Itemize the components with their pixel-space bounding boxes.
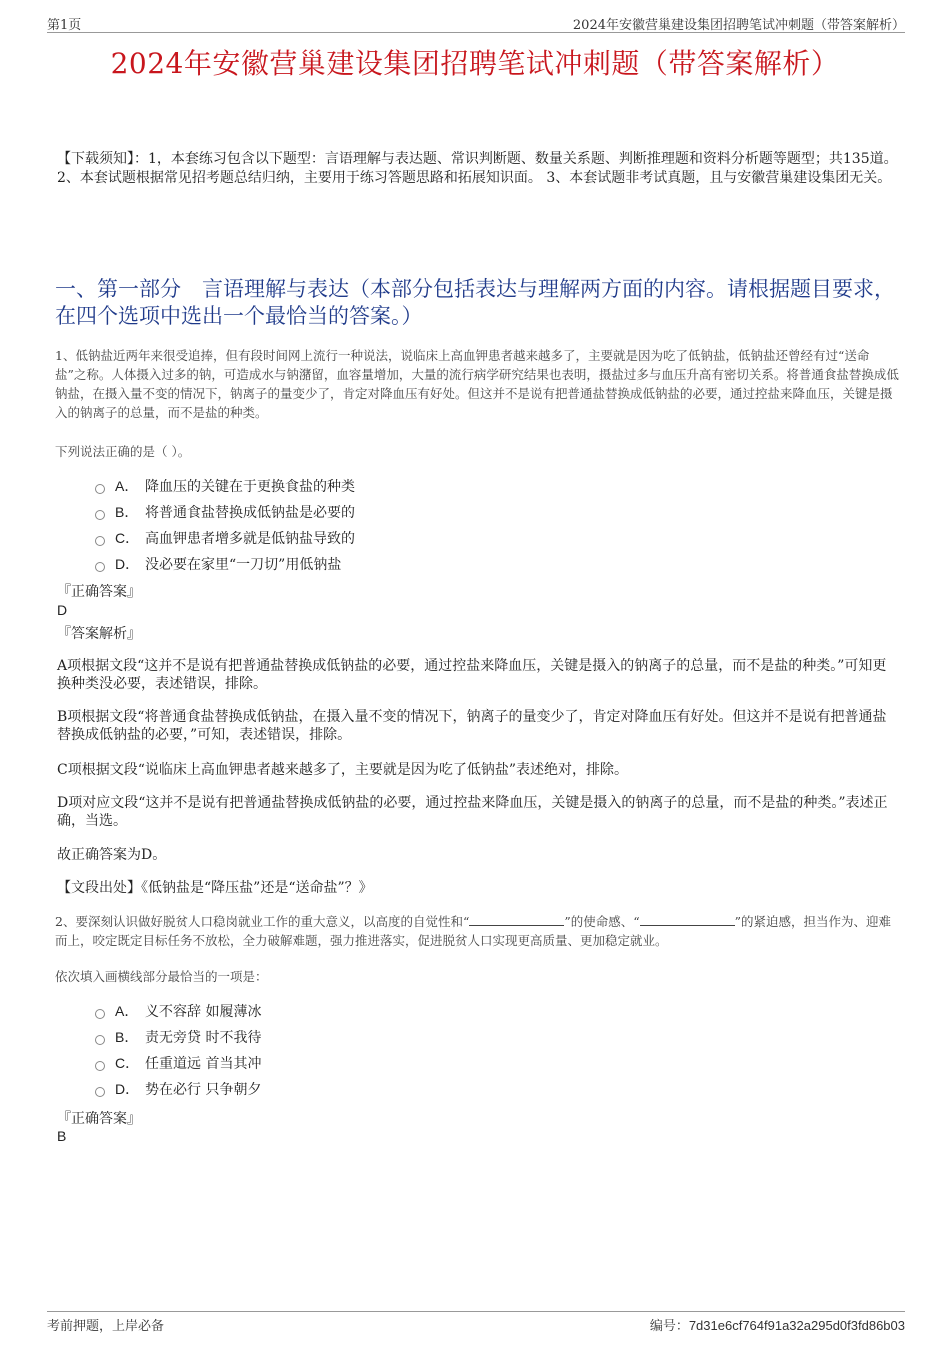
fill-blank <box>469 914 564 926</box>
analysis-paragraph: A项根据文段“这并不是说有把普通盐替换成低钠盐的必要，通过控盐来降血压，关键是摄入的钠离子的总量，而不是盐的种类。”可知更换种类没必要，表述错误，排除。 <box>57 658 887 692</box>
question-2-text: 2、要深刻认识做好脱贫人口稳岗就业工作的重大意义，以高度的自觉性和“ ”的使命感、“ ”的紧迫感，担当作为、迎难而上，咬定既定目标任务不放松，全力破解难题，强力推进落实，促进脱贫人口实现更高质量、更加稳定就业。 <box>55 914 892 948</box>
page-number: 第1页 <box>47 18 82 33</box>
footer-slogan: 考前押题，上岸必备 <box>47 1319 165 1334</box>
question-1-prompt: 下列说法正确的是（ ）。 <box>55 444 191 459</box>
radio-icon[interactable] <box>95 562 105 572</box>
radio-icon[interactable] <box>95 536 105 546</box>
question-2-answer: B <box>57 1128 67 1144</box>
document-title: 2024年安徽营巢建设集团招聘笔试冲刺题（带答案解析） <box>110 47 840 80</box>
radio-icon[interactable] <box>95 1009 105 1019</box>
question-1-analysis-label: 『答案解析』 <box>57 626 141 642</box>
analysis-paragraph: C项根据文段“说临床上高血钾患者越来越多了，主要就是因为吃了低钠盐”表述绝对，排除。 <box>57 762 629 778</box>
question-1-answer: D <box>57 602 68 618</box>
question-1-option-d[interactable]: D． 没必要在家里“一刀切”用低钠盐 <box>95 553 341 575</box>
download-notice: 【下载须知】：1，本套练习包含以下题型：言语理解与表达题、常识判断题、数量关系题、判断推理题和资料分析题等题型；共135道。 2、本套试题根据常见招考题总结归纳，主要用于练习答题思路和拓展知识面。 3、本套试题非考试真题，且与安徽营巢建设集团无关。 <box>57 151 898 186</box>
analysis-paragraph: D项对应文段“这并不是说有把普通盐替换成低钠盐的必要，通过控盐来降血压，关键是摄入的钠离子的总量，而不是盐的种类。”表述正确，当选。 <box>57 795 888 829</box>
document-code: 编号：7d31e6cf764f91a32a295d0f3fd86b03 <box>649 1318 905 1334</box>
question-1-answer-label: 『正确答案』 <box>57 584 141 600</box>
question-2-option-a[interactable]: A． 义不容辞 如履薄冰 <box>95 1000 261 1022</box>
radio-icon[interactable] <box>95 484 105 494</box>
radio-icon[interactable] <box>95 510 105 520</box>
analysis-paragraph: B项根据文段“将普通食盐替换成低钠盐，在摄入量不变的情况下，钠离子的量变少了，肯定对降血压有好处。但这并不是说有把普通盐替换成低钠盐的必要，”可知，表述错误，排除。 <box>57 709 887 743</box>
radio-icon[interactable] <box>95 1061 105 1071</box>
question-2-option-d[interactable]: D． 势在必行 只争朝夕 <box>95 1078 261 1100</box>
radio-icon[interactable] <box>95 1035 105 1045</box>
header-doc-title: 2024年安徽营巢建设集团招聘笔试冲刺题（带答案解析） <box>572 18 905 33</box>
page-footer <box>47 1311 905 1334</box>
section-title: 一、第一部分 言语理解与表达（本部分包括表达与理解两方面的内容。请根据题目要求，在四个选项中选出一个最恰当的答案。） <box>55 277 895 328</box>
question-1-option-b[interactable]: B． 将普通食盐替换成低钠盐是必要的 <box>95 501 355 523</box>
fill-blank <box>640 914 735 926</box>
analysis-conclusion: 故正确答案为D。 <box>57 847 167 863</box>
question-1-option-a[interactable]: A． 降血压的关键在于更换食盐的种类 <box>95 475 355 497</box>
page-header <box>47 14 905 33</box>
radio-icon[interactable] <box>95 1087 105 1097</box>
question-2-option-b[interactable]: B． 责无旁贷 时不我待 <box>95 1026 261 1048</box>
question-2-answer-label: 『正确答案』 <box>57 1111 141 1127</box>
question-1-source: 【文段出处】《低钠盐是“降压盐”还是“送命盐”？》 <box>57 880 373 896</box>
question-2-prompt: 依次填入画横线部分最恰当的一项是： <box>55 969 268 984</box>
question-1-option-c[interactable]: C． 高血钾患者增多就是低钠盐导致的 <box>95 527 355 549</box>
question-1-text: 1、低钠盐近两年来很受追捧，但有段时间网上流行一种说法，说临床上高血钾患者越来越多了，主要就是因为吃了低钠盐，低钠盐还曾经有过“送命盐”之称。人体摄入过多的钠，可造成水与钠潴留，血容量增加，大量的流行病学研究结果也表明，摄盐过多与血压升高有密切关系。将普通食盐替换成低钠盐，在摄入量不变的情况下，钠离子的量变少了，肯定对降血压有好处。但这并不是说有把普通盐替换成低钠盐的必要，通过控盐来降血压，关键是摄入的钠离子的总量，而不是盐的种类。 <box>55 348 899 420</box>
question-2-option-c[interactable]: C． 任重道远 首当其冲 <box>95 1052 261 1074</box>
